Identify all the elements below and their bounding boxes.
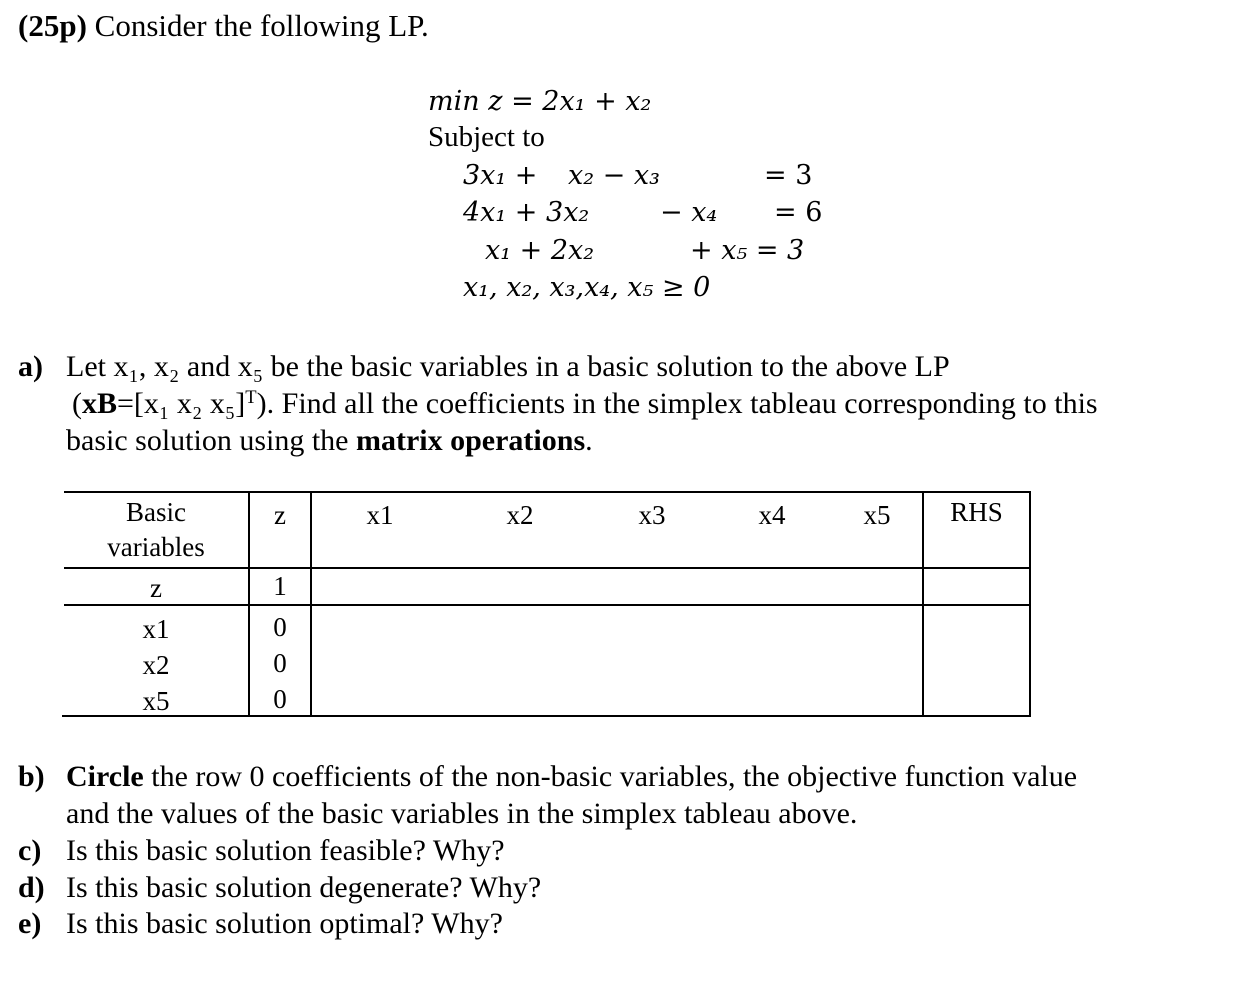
lp-c2-mid: − x₄ <box>660 197 718 228</box>
lp-c3-left: x₁ + 2x₂ <box>485 235 595 266</box>
table-divider-z <box>310 491 312 717</box>
part-a-line2: (xB=[x₁ x₂ x₅]$^T$). Find all the coefficients in the simplex tableau corresponding to this <box>72 386 1098 420</box>
part-b-line1: Circle the row 0 coefficients of the non-basic variables, the objective function value <box>66 760 1078 793</box>
part-b-label: b) <box>18 760 45 793</box>
lp-c2-rhs: = 6 <box>774 197 823 228</box>
part-c-label: c) <box>18 834 42 867</box>
lp-c2-left: 4x₁ + 3x₂ <box>463 197 590 228</box>
problem-intro: Consider the following LP. <box>94 8 429 43</box>
row-z-coef: 0 <box>273 612 287 642</box>
header-z: z <box>274 500 286 530</box>
lp-c3-right: + x₅ = 3 <box>690 235 805 266</box>
table-top-border <box>64 491 1031 493</box>
row-basic-var: z <box>150 573 162 603</box>
lp-objective: min z = 2x₁ + x₂ <box>428 86 652 117</box>
problem-points: (25p) <box>18 8 87 43</box>
part-e-label: e) <box>18 907 42 940</box>
table-row0-border <box>64 604 1031 606</box>
lp-c1-rhs: = 3 <box>764 160 813 191</box>
table-right-border <box>1029 491 1031 717</box>
part-d-text: Is this basic solution degenerate? Why? <box>66 871 542 904</box>
row-basic-var: x1 <box>142 614 170 644</box>
lp-subject-to: Subject to <box>428 121 545 153</box>
part-c-text: Is this basic solution feasible? Why? <box>66 834 505 867</box>
part-a-line3: basic solution using the matrix operations. <box>66 424 593 457</box>
lp-c1-mid: x₂ − x₃ <box>568 160 660 191</box>
part-d-label: d) <box>18 871 45 904</box>
part-a-label: a) <box>18 350 43 383</box>
row-z-coef: 0 <box>273 684 287 714</box>
header-x4: x4 <box>758 500 786 530</box>
row-basic-var: x2 <box>142 650 170 680</box>
header-x3: x3 <box>638 500 666 530</box>
table-header-border <box>64 567 1031 569</box>
lp-nonnegativity: x₁, x₂, x₃,x₄, x₅ ≥ 0 <box>463 272 711 303</box>
header-x2: x2 <box>506 500 534 530</box>
header-rhs: RHS <box>950 497 1003 527</box>
part-a-line1: Let x₁, x₂ and x₅ be the basic variables in a basic solution to the above LP <box>66 350 950 383</box>
header-variables: variables <box>107 532 205 562</box>
header-x1: x1 <box>366 500 394 530</box>
part-e-text: Is this basic solution optimal? Why? <box>66 907 503 940</box>
header-basic: Basic <box>126 497 186 527</box>
lp-c1-left: 3x₁ + <box>463 160 538 191</box>
problem-title <box>18 8 429 44</box>
row-z-coef: 0 <box>273 648 287 678</box>
part-b-line2: and the values of the basic variables in the simplex tableau above. <box>66 797 858 830</box>
header-x5: x5 <box>863 500 891 530</box>
row-z-coef: 1 <box>273 571 287 601</box>
row-basic-var: x5 <box>142 686 170 716</box>
